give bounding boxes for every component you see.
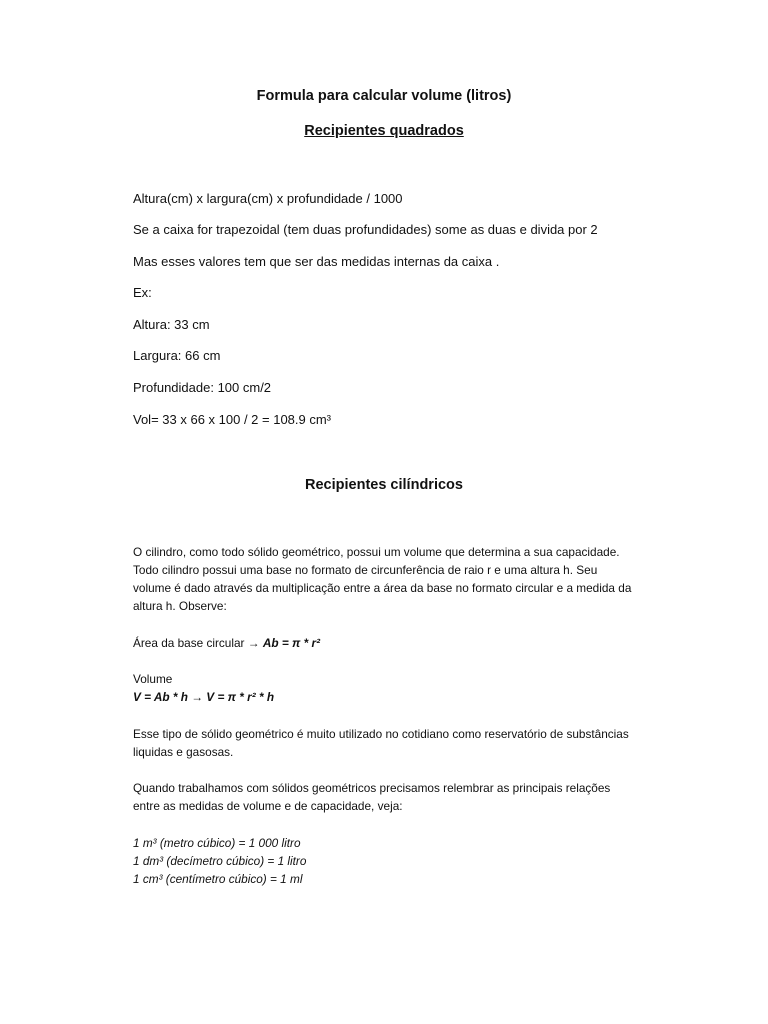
document-title: Formula para calcular volume (litros) — [256, 88, 512, 104]
paragraph-line: altura h. Observe: — [133, 599, 227, 613]
example-label: Ex: — [133, 285, 152, 300]
paragraph-line: Todo cilindro possui uma base no formato de circunferência de raio r e uma altura h. Seu — [133, 563, 598, 577]
example-profundidade: Profundidade: 100 cm/2 — [133, 380, 272, 395]
section-heading-square — [0, 122, 768, 140]
internal-measures-note: Mas esses valores tem que ser das medidas internas da caixa . — [133, 254, 500, 269]
conversion-item: 1 cm³ (centímetro cúbico) = 1 ml — [133, 872, 303, 886]
paragraph-line: Quando trabalhamos com sólidos geométricos precisamos relembrar as principais relações — [133, 781, 611, 795]
base-area-label: Área da base circular → — [133, 636, 263, 650]
paragraph-line: volume é dado através da multiplicação entre a área da base no formato circular e a medida da — [133, 581, 632, 595]
conversion-item: 1 dm³ (decímetro cúbico) = 1 litro — [133, 854, 307, 868]
formula-line: Altura(cm) x largura(cm) x profundidade / 1000 — [133, 191, 403, 206]
paragraph-line: liquidas e gasosas. — [133, 745, 234, 759]
base-area-formula: Ab = π * r² — [262, 636, 321, 650]
paragraph-line: O cilindro, como todo sólido geométrico, possui um volume que determina a sua capacidade. — [133, 545, 620, 559]
base-area-line — [133, 634, 653, 652]
paragraph-line: entre as medidas de volume e de capacidade, veja: — [133, 799, 403, 813]
conversion-item: 1 m³ (metro cúbico) = 1 000 litro — [133, 836, 301, 850]
section-heading-square-text: Recipientes quadrados — [304, 123, 464, 139]
cylinder-intro-paragraph — [133, 543, 653, 615]
trapezoid-note: Se a caixa for trapezoidal (tem duas profundidades) some as duas e divida por 2 — [133, 222, 598, 237]
example-largura: Largura: 66 cm — [133, 348, 221, 363]
volume-block — [133, 670, 653, 706]
example-volume: Vol= 33 x 66 x 100 / 2 = 108.9 cm³ — [133, 412, 332, 427]
conversions-list — [133, 834, 653, 888]
example-altura: Altura: 33 cm — [133, 317, 210, 332]
usage-paragraph — [133, 725, 653, 761]
volume-label: Volume — [133, 672, 173, 686]
section-heading-cylinder: Recipientes cilíndricos — [305, 477, 463, 493]
volume-formula: V = Ab * h → V = π * r² * h — [133, 690, 275, 704]
relations-paragraph — [133, 779, 653, 815]
paragraph-line: Esse tipo de sólido geométrico é muito utilizado no cotidiano como reservatório de substâncias — [133, 727, 629, 741]
